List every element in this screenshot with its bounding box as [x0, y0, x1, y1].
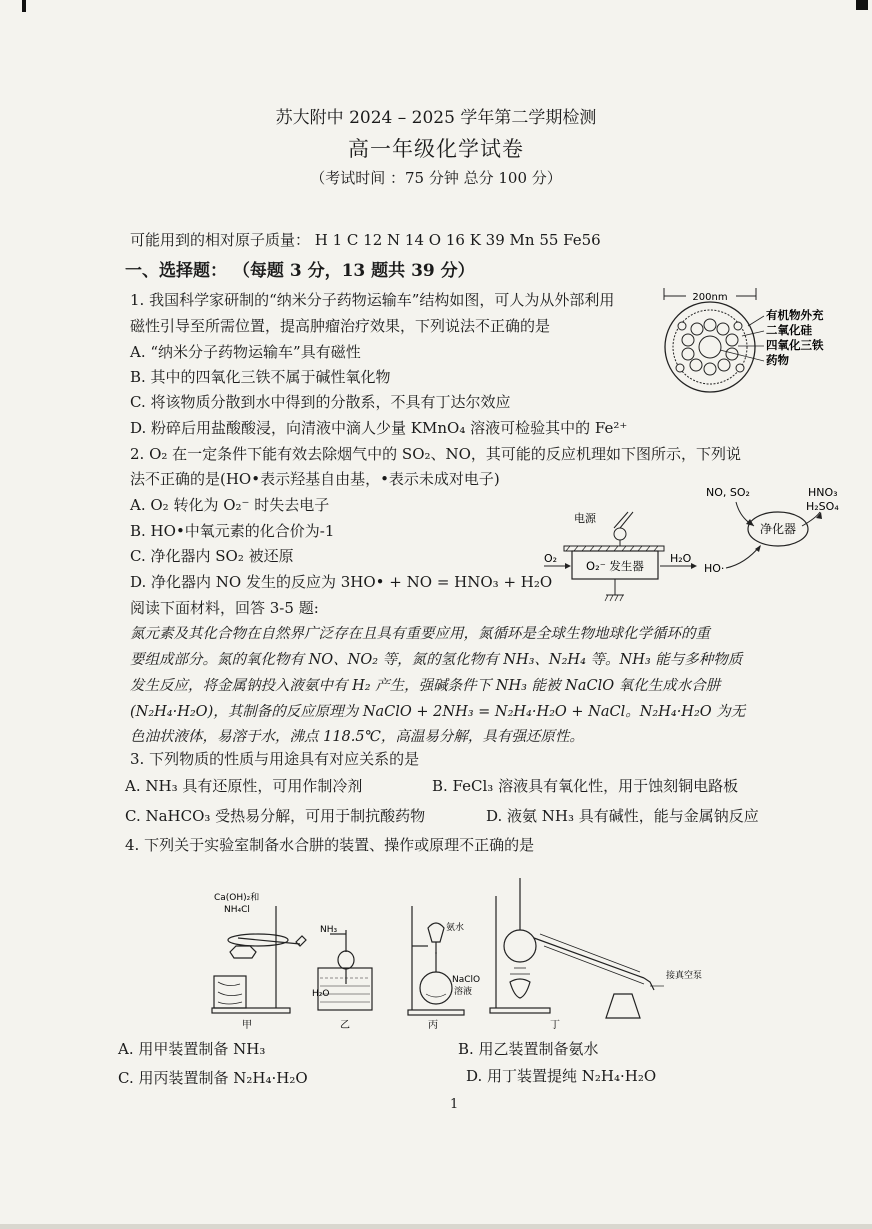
reading-line-5: 色油状液体，易溶于水，沸点 118.5℃，高温易分解，具有强还原性。: [130, 729, 584, 745]
q2-option-a: A. O₂ 转化为 O₂⁻ 时失去电子: [130, 496, 330, 514]
reagent-label-1: Ca(OH)₂和: [214, 893, 260, 903]
reading-line-4: (N₂H₄·H₂O)，其制备的反应原理为 NaClO + 2NH₃ = N₂H₄·H₂O + NaCl。N₂H₄·H₂O 为无: [130, 704, 746, 720]
q4-stem: 4. 下列关于实验室制备水合肼的装置、操作或原理不正确的是: [125, 836, 535, 854]
q3-stem: 3. 下列物质的性质与用途具有对应关系的是: [130, 750, 420, 768]
label-iron-oxide: 四氧化三铁: [766, 338, 824, 352]
fig-generator-label: O₂⁻ 发生器: [586, 559, 644, 573]
apparatus-bing-label: 丙: [428, 1020, 438, 1031]
q3-option-b: B. FeCl₃ 溶液具有氧化性，用于蚀刻铜电路板: [432, 777, 739, 795]
exam-info: （考试时间 ：75 分钟 总分 100 分）: [310, 169, 562, 187]
ammonia-label: 氨水: [446, 923, 465, 933]
fig-out1-label: HNO₃: [808, 486, 838, 499]
solution-label: 溶液: [454, 987, 473, 997]
q2-option-b: B. HO•中氧元素的化合价为-1: [130, 522, 335, 540]
q4-option-d: D. 用丁装置提纯 N₂H₄·H₂O: [466, 1067, 657, 1085]
reading-line-2: 要组成部分。氮的氧化物有 NO、NO₂ 等，氮的氢化物有 NH₃、N₂H₄ 等。NH₃ 能与多种物质: [130, 652, 743, 668]
fig-h2o-label: H₂O: [670, 552, 692, 565]
reading-intro: 阅读下面材料，回答 3-5 题:: [130, 599, 319, 617]
scan-mark-left: [22, 0, 26, 12]
reagent-label-2: NH₄Cl: [224, 905, 250, 915]
q2-stem-line1: 2. O₂ 在一定条件下能有效去除烟气中的 SO₂、NO，其可能的反应机理如下图所示，下列说: [130, 445, 741, 463]
section-heading: 一、选择题： （每题 3 分，13 题共 39 分）: [125, 261, 475, 281]
fig-inputs-label: NO, SO₂: [706, 486, 750, 499]
q3-option-a: A. NH₃ 具有还原性，可用作制冷剂: [125, 777, 363, 795]
q2-option-d: D. 净化器内 NO 发生的反应为 3HO• + NO = HNO₃ + H₂O: [130, 573, 553, 591]
reading-line-1: 氮元素及其化合物在自然界广泛存在且具有重要应用，氮循环是全球生物地球化学循环的重: [130, 626, 710, 642]
fig-o2-label: O₂: [544, 552, 558, 565]
atomic-masses: 可能用到的相对原子质量： H 1 C 12 N 14 O 16 K 39 Mn 55 Fe56: [130, 231, 601, 249]
school-line: 苏大附中 2024 – 2025 学年第二学期检测: [275, 108, 597, 128]
label-silica: 二氧化硅: [766, 323, 812, 337]
q4-option-c: C. 用丙装置制备 N₂H₄·H₂O: [118, 1069, 308, 1087]
q2-option-c: C. 净化器内 SO₂ 被还原: [130, 547, 294, 565]
naclo-label: NaClO: [452, 975, 481, 985]
label-drug: 药物: [766, 353, 789, 367]
q4-option-b: B. 用乙装置制备氨水: [458, 1040, 599, 1058]
q1-stem-line1: 1. 我国科学家研制的“纳米分子药物运输车”结构如图，可人为从外部利用: [130, 291, 615, 309]
nanoparticle-figure: [660, 286, 860, 394]
vacuum-label: 接真空泵: [666, 971, 703, 981]
q3-option-c: C. NaHCO₃ 受热易分解，可用于制抗酸药物: [125, 807, 426, 825]
scan-mark-right: [856, 0, 868, 10]
label-organic-shell: 有机物外充: [766, 308, 824, 322]
reading-line-3: 发生反应，将金属钠投入液氨中有 H₂ 产生，强碱条件下 NH₃ 能被 NaClO 氧化生成水合肼: [130, 678, 721, 694]
q1-option-b: B. 其中的四氧化三铁不属于碱性氧化物: [130, 368, 391, 386]
water-label: H₂O: [312, 989, 330, 999]
fig-out2-label: H₂SO₄: [806, 500, 839, 513]
q1-option-d: D. 粉碎后用盐酸酸浸，向清液中滴人少量 KMnO₄ 溶液可检验其中的 Fe²⁺: [130, 419, 628, 437]
apparatus-jia-label: 甲: [242, 1020, 252, 1031]
nh3-inlet-label: NH₃: [320, 925, 338, 935]
fig-ho-label: HO·: [704, 562, 725, 575]
page-number: 1: [450, 1097, 459, 1112]
q2-stem-line2: 法不正确的是(HO•表示羟基自由基，•表示未成对电子): [130, 470, 500, 488]
scan-mark-bottom: [0, 1224, 872, 1229]
q1-stem-line2: 磁性引导至所需位置，提高肿瘤治疗效果，下列说法不正确的是: [130, 317, 551, 335]
apparatus-ding-label: 丁: [550, 1020, 560, 1031]
q1-option-a: A. “纳米分子药物运输车”具有磁性: [130, 343, 361, 361]
apparatus-figure: [200, 858, 730, 1033]
exam-title: 高一年级化学试卷: [348, 137, 524, 161]
scale-label: 200nm: [692, 292, 728, 303]
fig-power-label: 电源: [574, 512, 596, 525]
fig-purifier-label: 净化器: [759, 522, 797, 536]
q3-option-d: D. 液氨 NH₃ 具有碱性，能与金属钠反应: [486, 807, 759, 825]
purifier-flow-figure: [540, 482, 862, 607]
q4-option-a: A. 用甲装置制备 NH₃: [118, 1040, 266, 1058]
apparatus-yi-label: 乙: [340, 1020, 350, 1031]
q1-option-c: C. 将该物质分散到水中得到的分散系，不具有丁达尔效应: [130, 393, 511, 411]
